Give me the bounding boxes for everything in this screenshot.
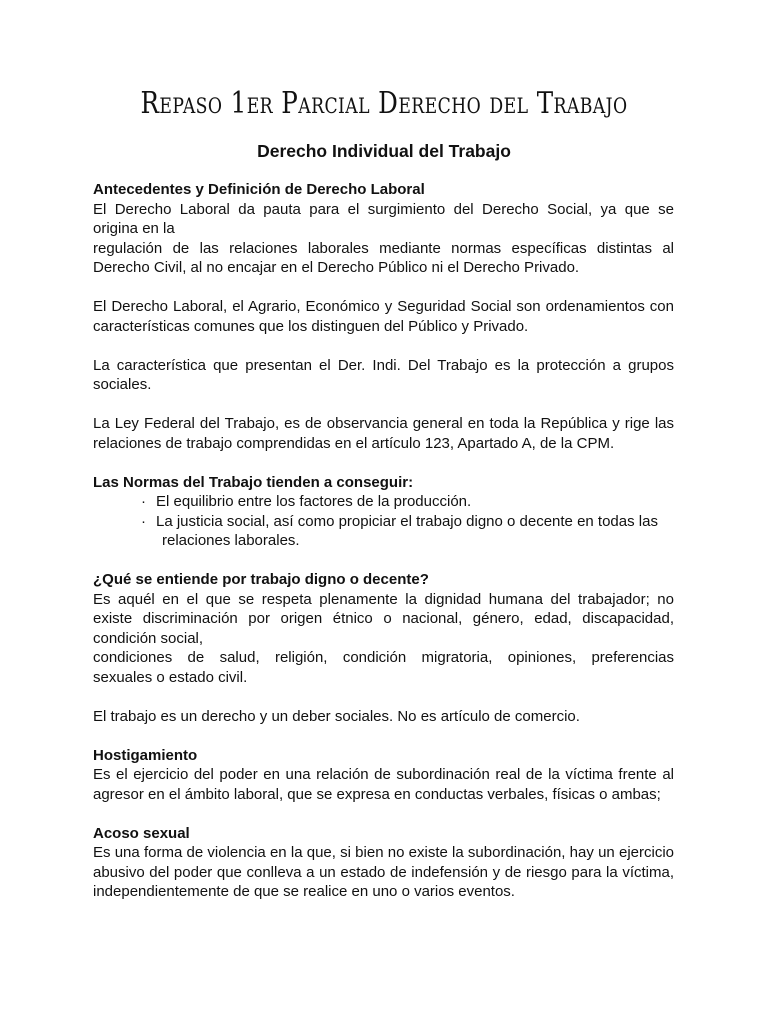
list-item [93,492,674,512]
text-line: sexuales o estado civil. [93,668,248,686]
document-body [93,180,674,902]
heading-normas: Las Normas del Trabajo tienden a conseguir: [93,473,414,491]
list-item-text: El equilibrio entre los factores de la producción. [156,493,472,510]
paragraph-hostigamiento: Es el ejercicio del poder en una relación de subordinación real de la víctima frente al agresor en el ámbito laboral, que se expresa en conductas verbales, físicas o ambas; [93,766,674,803]
text-line: Es aquél en el que se respeta plenamente la dignidad humana del trabajador; no [93,590,674,608]
paragraph-trabajo-digno-1 [93,590,674,688]
text-line: existe discriminación por origen étnico o nacional, género, edad, discapacidad, [93,610,674,627]
list-item-text: La justicia social, así como propiciar el trabajo digno o decente en todas las [156,512,658,530]
heading-trabajo-digno: ¿Qué se entiende por trabajo digno o decente? [93,571,429,588]
paragraph-antecedentes-1 [93,200,674,278]
text-line: condiciones de salud, religión, condición migratoria, opiniones, preferencias [93,649,674,666]
paragraph-antecedentes-2: El Derecho Laboral, el Agrario, Económico y Seguridad Social son ordenamientos con características comunes que los distinguen del Público y Privado. [93,298,674,335]
paragraph-antecedentes-3: La característica que presentan el Der. Indi. Del Trabajo es la protección a grupos sociales. [93,356,674,393]
heading-acoso-sexual: Acoso sexual [93,824,190,842]
heading-antecedentes: Antecedentes y Definición de Derecho Laboral [93,181,425,198]
text-line: condición social, [93,629,204,647]
list-item-text-continued: relaciones laborales. [162,532,300,549]
text-line: regulación de las relaciones laborales mediante normas específicas distintas al [93,239,674,257]
list-item [93,512,674,551]
document-subtitle: Derecho Individual del Trabajo [257,141,511,161]
paragraph-antecedentes-4: La Ley Federal del Trabajo, es de observancia general en toda la República y rige las relaciones de trabajo comprendidas en el artículo 123, Apartado A, de la CPM. [93,415,674,452]
text-line: Derecho Civil, al no encajar en el Derecho Público ni el Derecho Privado. [93,259,580,276]
heading-hostigamiento: Hostigamiento [93,746,198,764]
paragraph-acoso-sexual: Es una forma de violencia en la que, si bien no existe la subordinación, hay un ejercicio abusivo del poder que conlleva a un estado de indefensión y de riesgo para la víctima, independientemente de que se realice en uno o varios eventos. [93,844,674,900]
bullet-icon: · [141,493,146,510]
bullet-icon: · [141,512,146,530]
document-title: Repaso 1er Parcial Derecho del Trabajo [140,86,628,121]
normas-bullet-list [93,492,674,551]
text-line: El Derecho Laboral da pauta para el surgimiento del Derecho Social, ya que se [93,200,674,218]
text-line: origina en la [93,220,175,237]
paragraph-trabajo-digno-2: El trabajo es un derecho y un deber sociales. No es artículo de comercio. [93,707,580,725]
